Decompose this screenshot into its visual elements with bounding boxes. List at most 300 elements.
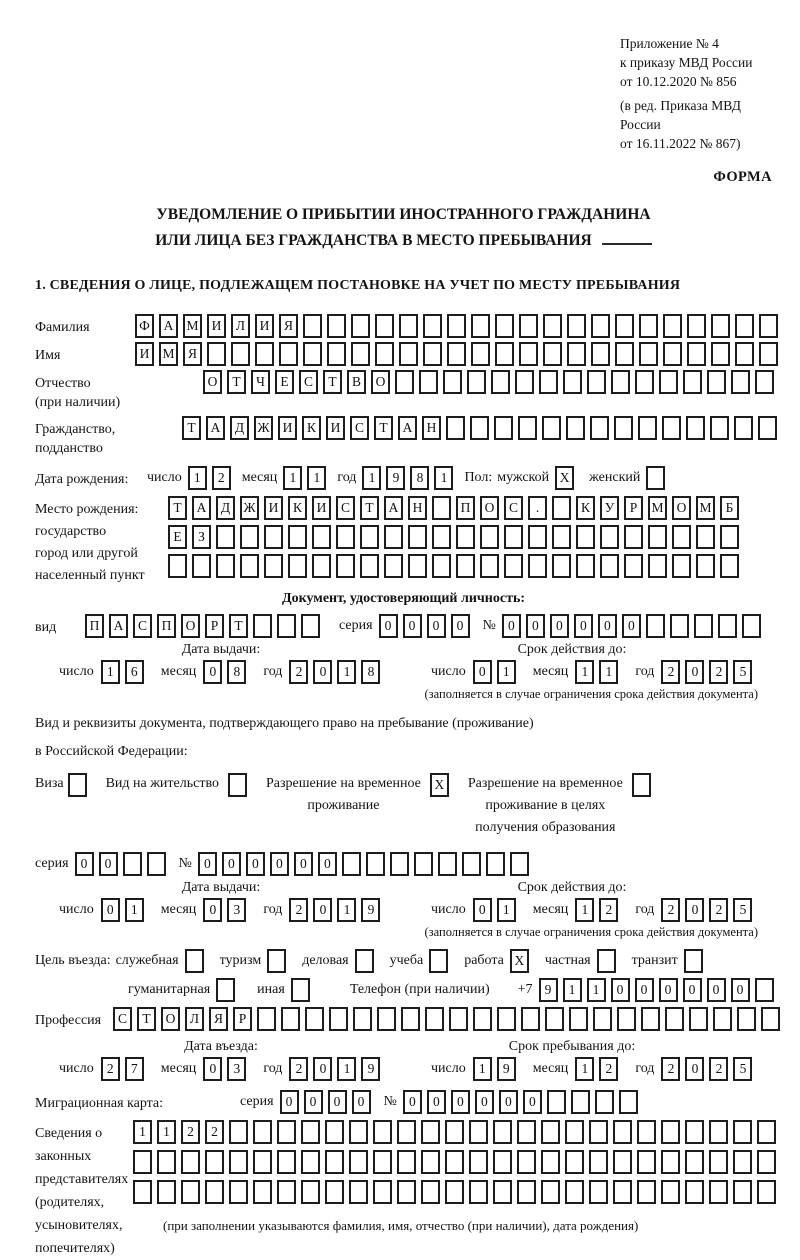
- char-cell[interactable]: [541, 1150, 560, 1174]
- char-cell[interactable]: [471, 314, 490, 338]
- char-cell[interactable]: 0: [198, 852, 217, 876]
- char-cell[interactable]: [373, 1180, 392, 1204]
- char-cell[interactable]: [470, 416, 489, 440]
- char-cell[interactable]: 2: [289, 660, 308, 684]
- char-cell[interactable]: [542, 416, 561, 440]
- char-cell[interactable]: [216, 978, 235, 1002]
- char-cell[interactable]: [589, 1120, 608, 1144]
- char-cell[interactable]: [301, 1180, 320, 1204]
- char-cell[interactable]: [685, 1120, 704, 1144]
- char-cell[interactable]: [757, 1180, 776, 1204]
- char-cell[interactable]: Ж: [240, 496, 259, 520]
- char-cell[interactable]: 0: [246, 852, 265, 876]
- char-cell[interactable]: Ч: [251, 370, 270, 394]
- char-cell[interactable]: [696, 525, 715, 549]
- char-cell[interactable]: [390, 852, 409, 876]
- char-cell[interactable]: [264, 554, 283, 578]
- char-cell[interactable]: Е: [168, 525, 187, 549]
- temp-residence-permit-checkbox[interactable]: [430, 773, 454, 797]
- char-cell[interactable]: 0: [635, 978, 654, 1002]
- char-cell[interactable]: [123, 852, 142, 876]
- char-cell[interactable]: [497, 1007, 516, 1031]
- char-cell[interactable]: 0: [328, 1090, 347, 1114]
- char-cell[interactable]: [446, 416, 465, 440]
- char-cell[interactable]: [639, 342, 658, 366]
- representatives-input-row2[interactable]: [133, 1150, 781, 1174]
- char-cell[interactable]: 2: [101, 1057, 120, 1081]
- char-cell[interactable]: 1: [337, 1057, 356, 1081]
- char-cell[interactable]: [637, 1150, 656, 1174]
- char-cell[interactable]: 2: [289, 898, 308, 922]
- stay-year-input[interactable]: [661, 1057, 757, 1081]
- char-cell[interactable]: [591, 314, 610, 338]
- permit-valid-year-input[interactable]: [661, 898, 757, 922]
- char-cell[interactable]: [325, 1150, 344, 1174]
- char-cell[interactable]: 1: [575, 898, 594, 922]
- char-cell[interactable]: [519, 314, 538, 338]
- char-cell[interactable]: [216, 554, 235, 578]
- char-cell[interactable]: 0: [611, 978, 630, 1002]
- char-cell[interactable]: [646, 614, 665, 638]
- char-cell[interactable]: [567, 314, 586, 338]
- char-cell[interactable]: М: [648, 496, 667, 520]
- char-cell[interactable]: О: [371, 370, 390, 394]
- id-valid-month-input[interactable]: [575, 660, 623, 684]
- char-cell[interactable]: И: [312, 496, 331, 520]
- id-issue-day-input[interactable]: [101, 660, 149, 684]
- char-cell[interactable]: [445, 1120, 464, 1144]
- char-cell[interactable]: [397, 1180, 416, 1204]
- char-cell[interactable]: [646, 466, 665, 490]
- char-cell[interactable]: 0: [270, 852, 289, 876]
- char-cell[interactable]: [377, 1007, 396, 1031]
- char-cell[interactable]: 0: [526, 614, 545, 638]
- char-cell[interactable]: [590, 416, 609, 440]
- char-cell[interactable]: 9: [539, 978, 558, 1002]
- char-cell[interactable]: Л: [185, 1007, 204, 1031]
- char-cell[interactable]: [600, 525, 619, 549]
- char-cell[interactable]: [327, 342, 346, 366]
- char-cell[interactable]: Р: [624, 496, 643, 520]
- char-cell[interactable]: [761, 1007, 780, 1031]
- char-cell[interactable]: 0: [685, 660, 704, 684]
- char-cell[interactable]: [301, 1150, 320, 1174]
- char-cell[interactable]: X: [555, 466, 574, 490]
- char-cell[interactable]: [528, 554, 547, 578]
- char-cell[interactable]: [543, 342, 562, 366]
- char-cell[interactable]: [661, 1120, 680, 1144]
- char-cell[interactable]: [432, 496, 451, 520]
- char-cell[interactable]: [757, 1150, 776, 1174]
- phone-input[interactable]: [539, 978, 779, 1002]
- char-cell[interactable]: [421, 1180, 440, 1204]
- char-cell[interactable]: [733, 1120, 752, 1144]
- char-cell[interactable]: [672, 554, 691, 578]
- char-cell[interactable]: [421, 1150, 440, 1174]
- char-cell[interactable]: 0: [475, 1090, 494, 1114]
- char-cell[interactable]: 0: [683, 978, 702, 1002]
- char-cell[interactable]: [467, 370, 486, 394]
- char-cell[interactable]: [277, 1120, 296, 1144]
- char-cell[interactable]: 2: [661, 898, 680, 922]
- char-cell[interactable]: [351, 342, 370, 366]
- char-cell[interactable]: 6: [125, 660, 144, 684]
- char-cell[interactable]: [384, 554, 403, 578]
- char-cell[interactable]: [593, 1007, 612, 1031]
- char-cell[interactable]: 0: [304, 1090, 323, 1114]
- char-cell[interactable]: [257, 1007, 276, 1031]
- char-cell[interactable]: [709, 1150, 728, 1174]
- migration-series-input[interactable]: [280, 1090, 376, 1114]
- char-cell[interactable]: [539, 370, 558, 394]
- char-cell[interactable]: [552, 554, 571, 578]
- char-cell[interactable]: [168, 554, 187, 578]
- char-cell[interactable]: [408, 554, 427, 578]
- char-cell[interactable]: Б: [720, 496, 739, 520]
- char-cell[interactable]: [229, 1120, 248, 1144]
- char-cell[interactable]: Т: [229, 614, 248, 638]
- char-cell[interactable]: [360, 525, 379, 549]
- purpose-work-checkbox[interactable]: [510, 949, 534, 973]
- char-cell[interactable]: [613, 1180, 632, 1204]
- char-cell[interactable]: [375, 314, 394, 338]
- char-cell[interactable]: [720, 525, 739, 549]
- char-cell[interactable]: [600, 554, 619, 578]
- char-cell[interactable]: [277, 1150, 296, 1174]
- char-cell[interactable]: 5: [733, 660, 752, 684]
- char-cell[interactable]: [493, 1150, 512, 1174]
- char-cell[interactable]: [759, 342, 778, 366]
- char-cell[interactable]: Т: [323, 370, 342, 394]
- char-cell[interactable]: [755, 370, 774, 394]
- char-cell[interactable]: [240, 525, 259, 549]
- char-cell[interactable]: П: [456, 496, 475, 520]
- char-cell[interactable]: 0: [203, 898, 222, 922]
- purpose-study-checkbox[interactable]: [429, 949, 453, 973]
- char-cell[interactable]: 8: [361, 660, 380, 684]
- char-cell[interactable]: 0: [313, 898, 332, 922]
- char-cell[interactable]: [689, 1007, 708, 1031]
- char-cell[interactable]: [447, 342, 466, 366]
- char-cell[interactable]: [157, 1150, 176, 1174]
- char-cell[interactable]: [205, 1150, 224, 1174]
- char-cell[interactable]: 0: [707, 978, 726, 1002]
- char-cell[interactable]: Е: [275, 370, 294, 394]
- char-cell[interactable]: С: [113, 1007, 132, 1031]
- char-cell[interactable]: И: [255, 314, 274, 338]
- char-cell[interactable]: [563, 370, 582, 394]
- char-cell[interactable]: 0: [451, 1090, 470, 1114]
- char-cell[interactable]: 2: [181, 1120, 200, 1144]
- char-cell[interactable]: А: [206, 416, 225, 440]
- char-cell[interactable]: [661, 1180, 680, 1204]
- id-issue-year-input[interactable]: [289, 660, 385, 684]
- char-cell[interactable]: О: [161, 1007, 180, 1031]
- char-cell[interactable]: [229, 1150, 248, 1174]
- char-cell[interactable]: О: [181, 614, 200, 638]
- char-cell[interactable]: И: [135, 342, 154, 366]
- char-cell[interactable]: [696, 554, 715, 578]
- char-cell[interactable]: [648, 525, 667, 549]
- purpose-tourism-checkbox[interactable]: [267, 949, 291, 973]
- char-cell[interactable]: X: [510, 949, 529, 973]
- char-cell[interactable]: [569, 1007, 588, 1031]
- char-cell[interactable]: [423, 314, 442, 338]
- char-cell[interactable]: [710, 416, 729, 440]
- char-cell[interactable]: [611, 370, 630, 394]
- representatives-input-row1[interactable]: [133, 1120, 781, 1144]
- char-cell[interactable]: [641, 1007, 660, 1031]
- char-cell[interactable]: Т: [182, 416, 201, 440]
- purpose-official-checkbox[interactable]: [185, 949, 209, 973]
- char-cell[interactable]: [624, 554, 643, 578]
- char-cell[interactable]: И: [207, 314, 226, 338]
- char-cell[interactable]: [615, 314, 634, 338]
- char-cell[interactable]: [504, 525, 523, 549]
- birth-year-input[interactable]: [362, 466, 458, 490]
- char-cell[interactable]: [432, 525, 451, 549]
- char-cell[interactable]: 1: [307, 466, 326, 490]
- char-cell[interactable]: [731, 370, 750, 394]
- char-cell[interactable]: [399, 342, 418, 366]
- char-cell[interactable]: 5: [733, 898, 752, 922]
- char-cell[interactable]: 0: [99, 852, 118, 876]
- char-cell[interactable]: [351, 314, 370, 338]
- char-cell[interactable]: [493, 1180, 512, 1204]
- char-cell[interactable]: [473, 1007, 492, 1031]
- char-cell[interactable]: X: [430, 773, 449, 797]
- char-cell[interactable]: М: [696, 496, 715, 520]
- char-cell[interactable]: 2: [212, 466, 231, 490]
- char-cell[interactable]: [353, 1007, 372, 1031]
- purpose-transit-checkbox[interactable]: [684, 949, 708, 973]
- birth-place-input-row1[interactable]: [168, 496, 744, 520]
- char-cell[interactable]: [670, 614, 689, 638]
- char-cell[interactable]: [216, 525, 235, 549]
- char-cell[interactable]: [253, 1150, 272, 1174]
- char-cell[interactable]: [639, 314, 658, 338]
- char-cell[interactable]: [399, 314, 418, 338]
- char-cell[interactable]: [397, 1150, 416, 1174]
- char-cell[interactable]: [665, 1007, 684, 1031]
- char-cell[interactable]: [480, 525, 499, 549]
- char-cell[interactable]: [384, 525, 403, 549]
- char-cell[interactable]: 2: [709, 660, 728, 684]
- char-cell[interactable]: К: [288, 496, 307, 520]
- char-cell[interactable]: [733, 1150, 752, 1174]
- char-cell[interactable]: 0: [313, 660, 332, 684]
- char-cell[interactable]: [684, 949, 703, 973]
- char-cell[interactable]: Л: [231, 314, 250, 338]
- char-cell[interactable]: [205, 1180, 224, 1204]
- char-cell[interactable]: 3: [227, 898, 246, 922]
- char-cell[interactable]: Н: [422, 416, 441, 440]
- char-cell[interactable]: 8: [227, 660, 246, 684]
- char-cell[interactable]: 1: [337, 898, 356, 922]
- char-cell[interactable]: [742, 614, 761, 638]
- char-cell[interactable]: Т: [227, 370, 246, 394]
- char-cell[interactable]: 0: [427, 1090, 446, 1114]
- char-cell[interactable]: [325, 1120, 344, 1144]
- stay-day-input[interactable]: [473, 1057, 521, 1081]
- char-cell[interactable]: 5: [733, 1057, 752, 1081]
- char-cell[interactable]: [397, 1120, 416, 1144]
- char-cell[interactable]: А: [192, 496, 211, 520]
- char-cell[interactable]: 0: [598, 614, 617, 638]
- char-cell[interactable]: 1: [473, 1057, 492, 1081]
- char-cell[interactable]: [240, 554, 259, 578]
- char-cell[interactable]: 0: [685, 1057, 704, 1081]
- char-cell[interactable]: [685, 1180, 704, 1204]
- char-cell[interactable]: [342, 852, 361, 876]
- char-cell[interactable]: [632, 773, 651, 797]
- char-cell[interactable]: С: [350, 416, 369, 440]
- char-cell[interactable]: 9: [361, 898, 380, 922]
- char-cell[interactable]: 0: [379, 614, 398, 638]
- id-valid-year-input[interactable]: [661, 660, 757, 684]
- char-cell[interactable]: 0: [280, 1090, 299, 1114]
- char-cell[interactable]: 2: [709, 898, 728, 922]
- char-cell[interactable]: А: [384, 496, 403, 520]
- entry-day-input[interactable]: [101, 1057, 149, 1081]
- entry-year-input[interactable]: [289, 1057, 385, 1081]
- char-cell[interactable]: [279, 342, 298, 366]
- char-cell[interactable]: [491, 370, 510, 394]
- char-cell[interactable]: [312, 525, 331, 549]
- char-cell[interactable]: [228, 773, 247, 797]
- char-cell[interactable]: [567, 342, 586, 366]
- char-cell[interactable]: [587, 370, 606, 394]
- char-cell[interactable]: [517, 1120, 536, 1144]
- char-cell[interactable]: 2: [661, 660, 680, 684]
- char-cell[interactable]: [589, 1180, 608, 1204]
- char-cell[interactable]: [469, 1120, 488, 1144]
- char-cell[interactable]: 0: [451, 614, 470, 638]
- char-cell[interactable]: [486, 852, 505, 876]
- char-cell[interactable]: [663, 342, 682, 366]
- permit-issue-month-input[interactable]: [203, 898, 251, 922]
- permit-issue-day-input[interactable]: [101, 898, 149, 922]
- char-cell[interactable]: [659, 370, 678, 394]
- char-cell[interactable]: 0: [502, 614, 521, 638]
- permit-issue-year-input[interactable]: [289, 898, 385, 922]
- char-cell[interactable]: [432, 554, 451, 578]
- char-cell[interactable]: [718, 614, 737, 638]
- char-cell[interactable]: [515, 370, 534, 394]
- char-cell[interactable]: О: [480, 496, 499, 520]
- char-cell[interactable]: [552, 496, 571, 520]
- doc-series-input[interactable]: [379, 614, 475, 638]
- char-cell[interactable]: [720, 554, 739, 578]
- char-cell[interactable]: С: [133, 614, 152, 638]
- char-cell[interactable]: И: [264, 496, 283, 520]
- char-cell[interactable]: [255, 342, 274, 366]
- char-cell[interactable]: [711, 342, 730, 366]
- char-cell[interactable]: [253, 1180, 272, 1204]
- char-cell[interactable]: 0: [659, 978, 678, 1002]
- char-cell[interactable]: 1: [125, 898, 144, 922]
- char-cell[interactable]: 0: [622, 614, 641, 638]
- char-cell[interactable]: 1: [188, 466, 207, 490]
- char-cell[interactable]: [349, 1120, 368, 1144]
- char-cell[interactable]: 0: [352, 1090, 371, 1114]
- char-cell[interactable]: [734, 416, 753, 440]
- char-cell[interactable]: [185, 949, 204, 973]
- char-cell[interactable]: [373, 1120, 392, 1144]
- purpose-private-checkbox[interactable]: [597, 949, 621, 973]
- char-cell[interactable]: [336, 554, 355, 578]
- char-cell[interactable]: [366, 852, 385, 876]
- char-cell[interactable]: [543, 314, 562, 338]
- char-cell[interactable]: У: [600, 496, 619, 520]
- char-cell[interactable]: Д: [230, 416, 249, 440]
- char-cell[interactable]: 0: [313, 1057, 332, 1081]
- char-cell[interactable]: 0: [101, 898, 120, 922]
- stay-month-input[interactable]: [575, 1057, 623, 1081]
- char-cell[interactable]: 0: [574, 614, 593, 638]
- char-cell[interactable]: [288, 525, 307, 549]
- char-cell[interactable]: [521, 1007, 540, 1031]
- char-cell[interactable]: [519, 342, 538, 366]
- char-cell[interactable]: 0: [318, 852, 337, 876]
- char-cell[interactable]: [576, 525, 595, 549]
- char-cell[interactable]: [613, 1120, 632, 1144]
- char-cell[interactable]: [759, 314, 778, 338]
- char-cell[interactable]: 1: [599, 660, 618, 684]
- char-cell[interactable]: П: [157, 614, 176, 638]
- char-cell[interactable]: [305, 1007, 324, 1031]
- char-cell[interactable]: [355, 949, 374, 973]
- char-cell[interactable]: 3: [227, 1057, 246, 1081]
- char-cell[interactable]: 0: [473, 660, 492, 684]
- char-cell[interactable]: Р: [205, 614, 224, 638]
- char-cell[interactable]: М: [183, 314, 202, 338]
- char-cell[interactable]: Т: [137, 1007, 156, 1031]
- char-cell[interactable]: 2: [599, 898, 618, 922]
- char-cell[interactable]: [597, 949, 616, 973]
- char-cell[interactable]: [447, 314, 466, 338]
- char-cell[interactable]: [648, 554, 667, 578]
- permit-number-input[interactable]: [198, 852, 534, 876]
- char-cell[interactable]: [694, 614, 713, 638]
- char-cell[interactable]: [373, 1150, 392, 1174]
- entry-month-input[interactable]: [203, 1057, 251, 1081]
- char-cell[interactable]: [471, 342, 490, 366]
- char-cell[interactable]: [565, 1150, 584, 1174]
- char-cell[interactable]: 2: [661, 1057, 680, 1081]
- char-cell[interactable]: Я: [183, 342, 202, 366]
- char-cell[interactable]: 0: [550, 614, 569, 638]
- char-cell[interactable]: [733, 1180, 752, 1204]
- char-cell[interactable]: [303, 342, 322, 366]
- birth-month-input[interactable]: [283, 466, 331, 490]
- char-cell[interactable]: 0: [203, 660, 222, 684]
- char-cell[interactable]: [133, 1180, 152, 1204]
- male-checkbox[interactable]: [555, 466, 579, 490]
- char-cell[interactable]: Ф: [135, 314, 154, 338]
- char-cell[interactable]: [349, 1180, 368, 1204]
- birth-place-input-row2[interactable]: [168, 525, 744, 549]
- char-cell[interactable]: Н: [408, 496, 427, 520]
- char-cell[interactable]: [662, 416, 681, 440]
- birth-day-input[interactable]: [188, 466, 236, 490]
- char-cell[interactable]: [709, 1120, 728, 1144]
- char-cell[interactable]: [303, 314, 322, 338]
- char-cell[interactable]: [329, 1007, 348, 1031]
- char-cell[interactable]: 0: [203, 1057, 222, 1081]
- char-cell[interactable]: П: [85, 614, 104, 638]
- char-cell[interactable]: [423, 342, 442, 366]
